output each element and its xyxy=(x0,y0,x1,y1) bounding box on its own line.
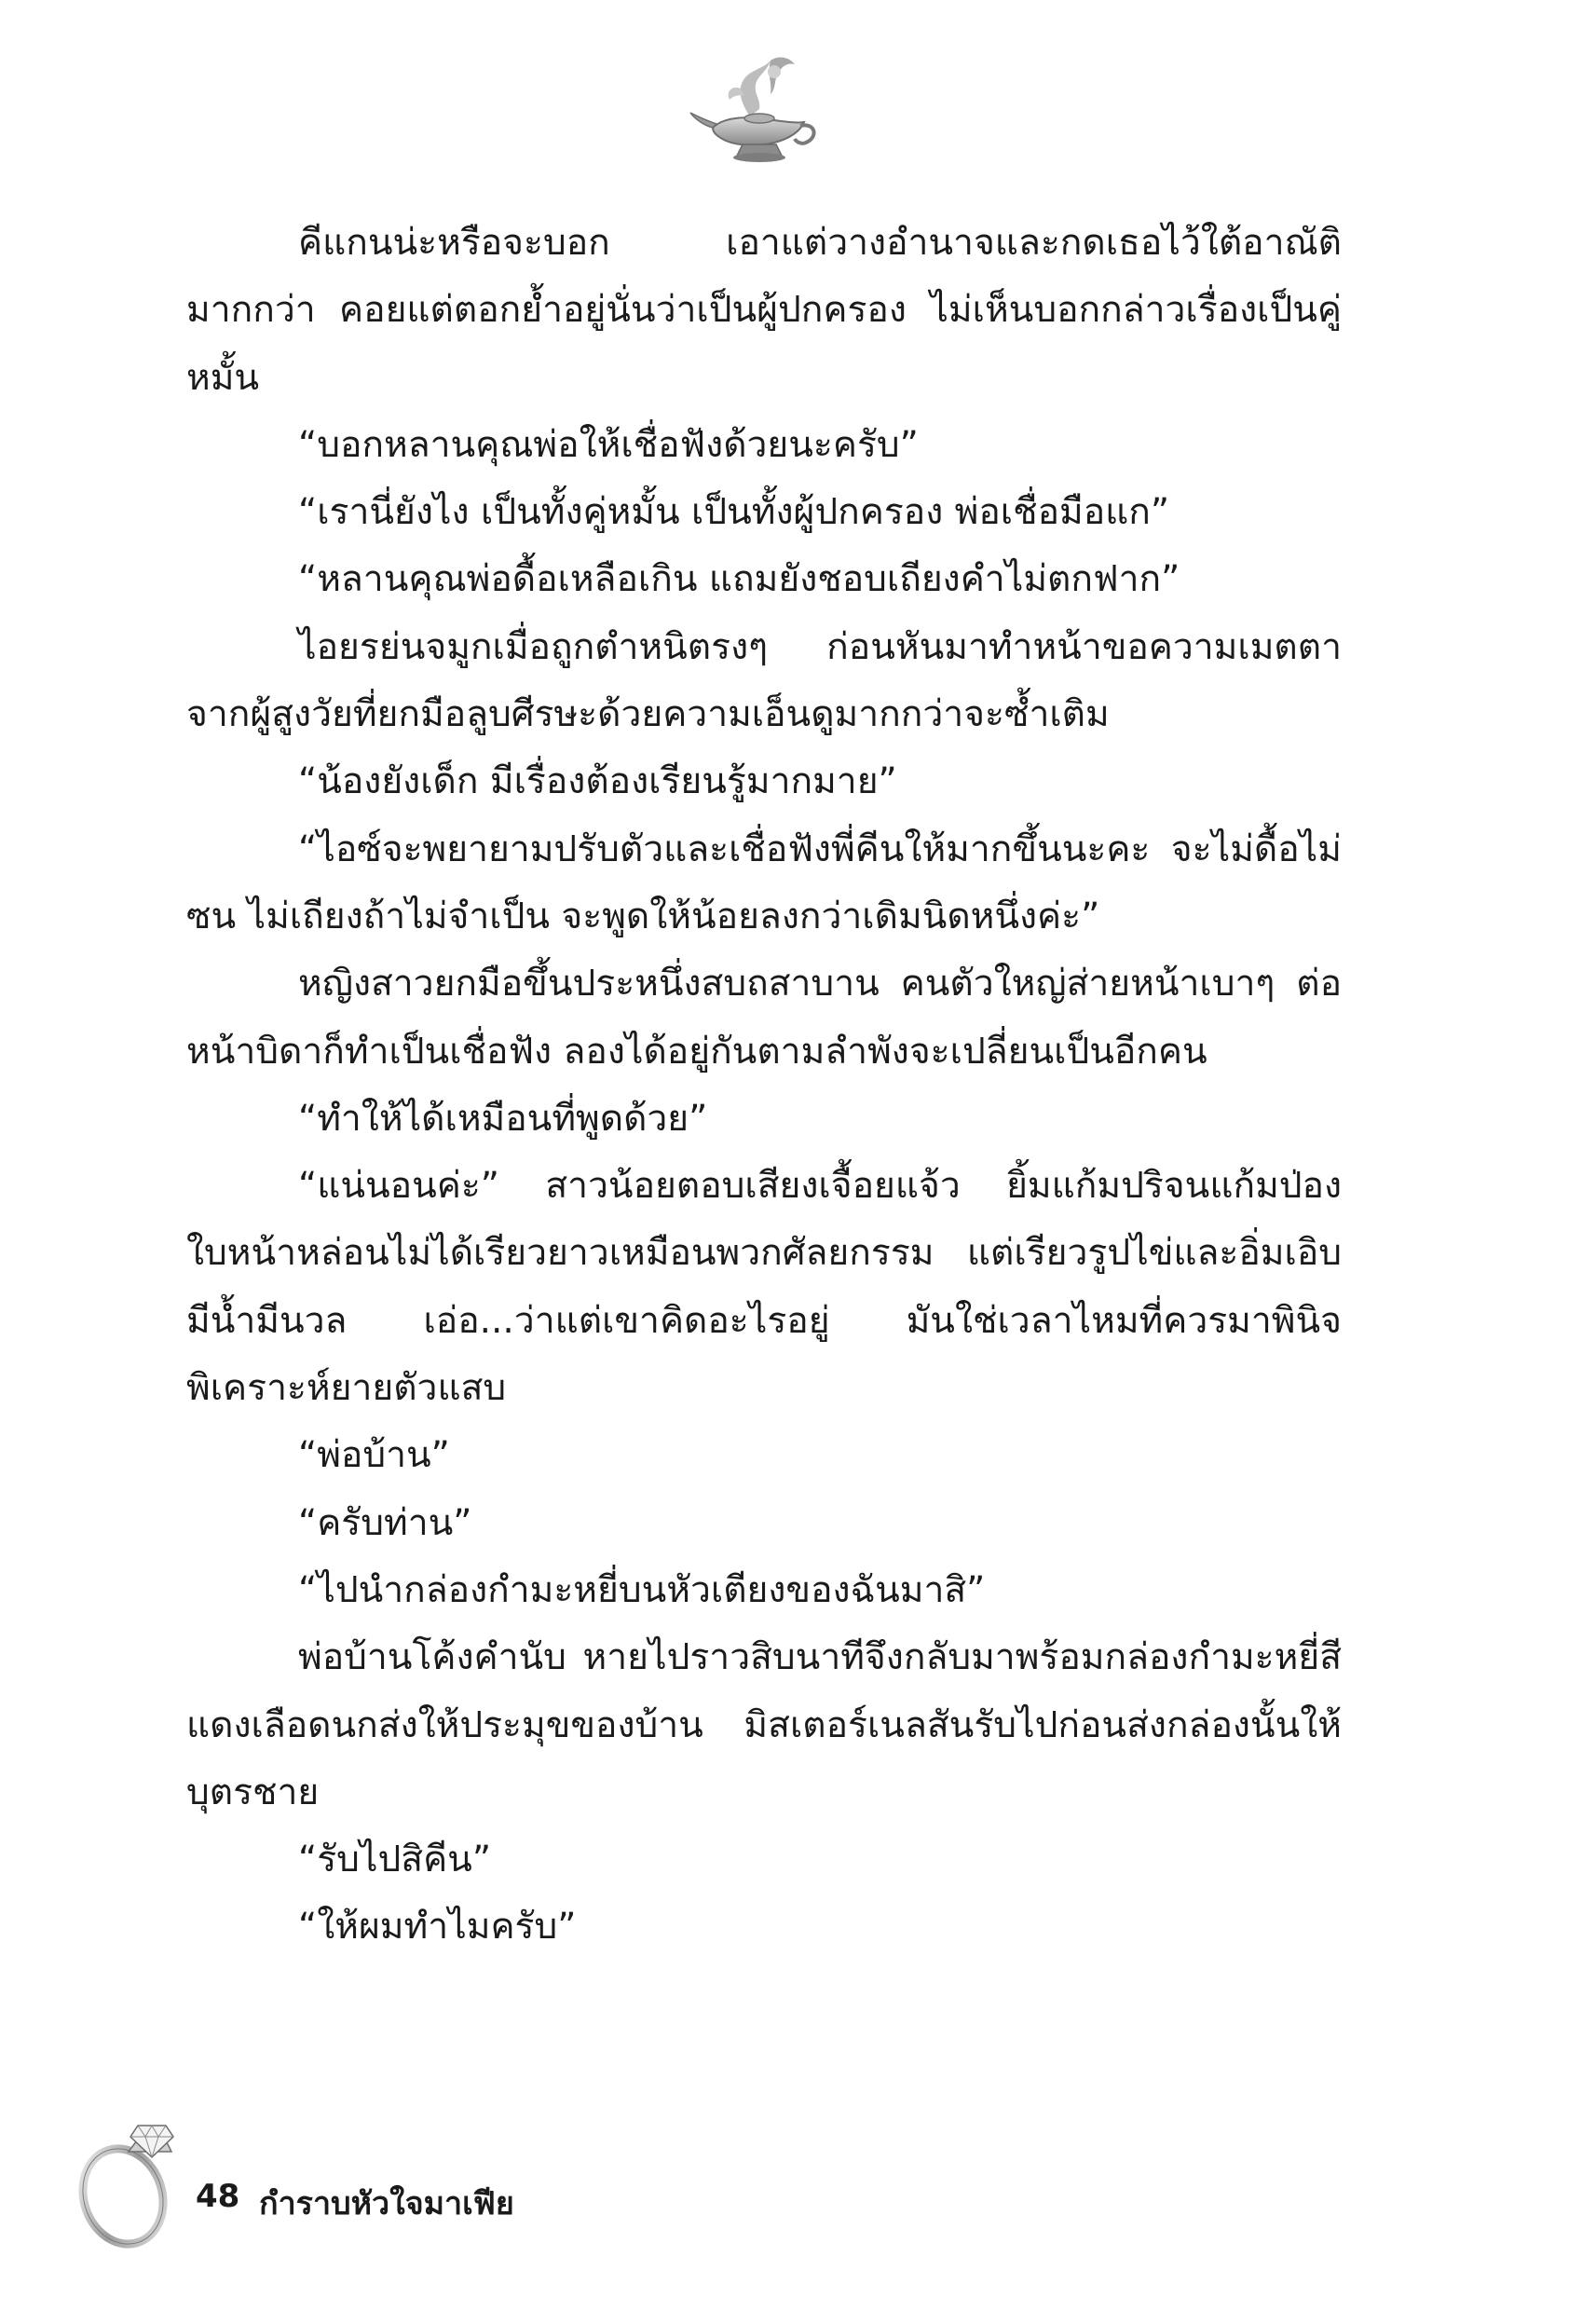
dialogue-line: “รับไปสิคีน” xyxy=(298,1839,492,1881)
dialogue-line: “หลานคุณพ่อดื้อเหลือเกิน แถมยังชอบเถียงคำไม่ตกฟาก” xyxy=(298,558,1180,601)
book-title: กำราบหัวใจมาเฟีย xyxy=(259,2185,514,2222)
paragraph: ไอยรย่นจมูกเมื่อถูกตำหนิตรงๆ ก่อนหันมาทำหน้าขอความเมตตาจากผู้สูงวัยที่ยกมือลูบศีรษะด้วยความเอ็นดูมากกว่าจะซ้ำเติม xyxy=(186,625,1342,736)
page-footer xyxy=(75,2120,727,2250)
dialogue-paragraph: “ไอซ์จะพยายามปรับตัวและเชื่อฟังพี่คีนให้มากขึ้นนะคะ จะไม่ดื้อไม่ซน ไม่เถียงถ้าไม่จำเป็น จะพูดให้น้อยลงกว่าเดิมนิดหนึ่งค่ะ” xyxy=(186,827,1342,937)
story-text xyxy=(186,210,1342,1962)
page-number: 48 xyxy=(196,2178,240,2215)
diamond-ring-icon xyxy=(75,2120,196,2250)
dialogue-line: “น้องยังเด็ก มีเรื่องต้องเรียนรู้มากมาย” xyxy=(298,760,897,803)
dialogue-line: “ให้ผมทำไมครับ” xyxy=(298,1906,577,1949)
dialogue-line: “เรานี่ยังไง เป็นทั้งคู่หมั้น เป็นทั้งผู้ปกครอง พ่อเชื่อมือแก” xyxy=(298,491,1170,534)
paragraph: คีแกนน่ะหรือจะบอก เอาแต่วางอำนาจและกดเธอไว้ใต้อาณัติมากกว่า คอยแต่ตอกย้ำอยู่นั่นว่าเป็นผู้ปกครอง ไม่เห็นบอกกล่าวเรื่องเป็นคู่หมั้น xyxy=(186,222,1342,399)
paragraph: พ่อบ้านโค้งคำนับ หายไปราวสิบนาทีจึงกลับมาพร้อมกล่องกำมะหยี่สีแดงเลือดนกส่งให้ประมุขของบ้าน มิสเตอร์เนลสันรับไปก่อนส่งกล่องนั้นให้บุตรชาย xyxy=(186,1636,1342,1813)
dialogue-line: “ทำให้ได้เหมือนที่พูดด้วย” xyxy=(298,1097,708,1140)
dialogue-line: “ไปนำกล่องกำมะหยี่บนหัวเตียงของฉันมาสิ” xyxy=(298,1568,986,1611)
paragraph: หญิงสาวยกมือขึ้นประหนึ่งสบถสาบาน คนตัวใหญ่ส่ายหน้าเบาๆ ต่อหน้าบิดาก็ทำเป็นเชื่อฟัง ลองได้อยู่กันตามลำพังจะเปลี่ยนเป็นอีกคน xyxy=(186,963,1342,1073)
dialogue-line: “ครับท่าน” xyxy=(298,1501,472,1544)
dialogue-line: “บอกหลานคุณพ่อให้เชื่อฟังด้วยนะครับ” xyxy=(298,423,919,466)
genie-lamp-icon xyxy=(685,51,825,172)
paragraph: “แน่นอนค่ะ” สาวน้อยตอบเสียงเจื้อยแจ้ว ยิ้มแก้มปริจนแก้มป่อง ใบหน้าหล่อนไม่ได้เรียวยาวเหมือนพวกศัลยกรรม แต่เรียวรูปไข่และอิ่มเอิบมีน้ำมีนวล เอ่อ...ว่าแต่เขาคิดอะไรอยู่ มันใช่เวลาไหมที่ควรมาพินิจพิเคราะห์ยายตัวแสบ xyxy=(186,1165,1342,1410)
dialogue-line: “พ่อบ้าน” xyxy=(298,1434,450,1477)
